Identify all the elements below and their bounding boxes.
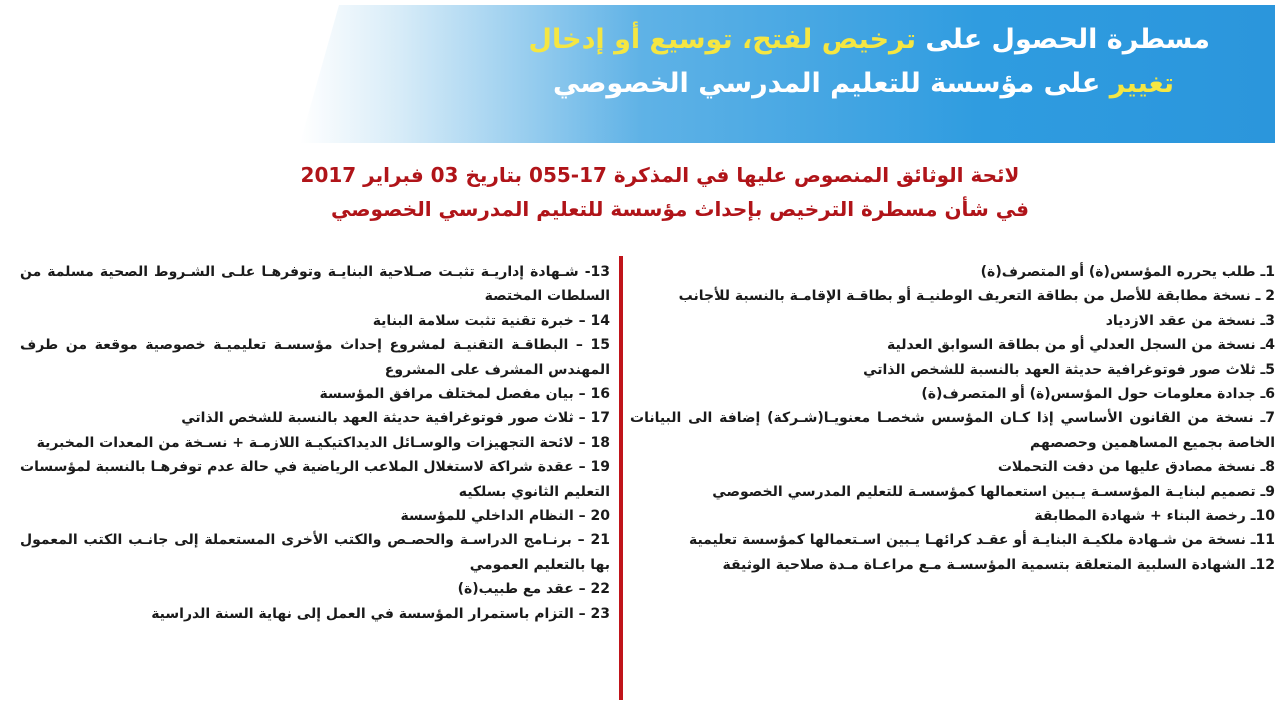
list-item: 1ـ طلب يحرره المؤسس(ة) أو المتصرف(ة)	[980, 264, 1275, 280]
documents-list-left	[20, 260, 610, 626]
list-item: 2 ـ نسخة مطابقة للأصل من بطاقة التعريف الوطنيـة أو بطاقـة الإقامـة بالنسبة للأجانب	[678, 288, 1275, 305]
banner-title-highlight: ترخيص لفتح، توسيع أو إدخال	[528, 24, 916, 55]
list-item: 3ـ نسخة من عقد الازدياد	[1105, 312, 1275, 329]
list-item: 23 – التزام باستمرار المؤسسة في العمل إلى نهاية السنة الدراسية	[151, 605, 610, 622]
list-item: 22 – عقد مع طبيب(ة)	[457, 581, 610, 598]
list-item: 21 – برنـامج الدراسـة والحصـص والكتب الأخرى المستعملة إلى جانـب الكتب المعمول بها بالتعليم العمومي	[20, 532, 610, 573]
list-item: 14 – خبرة تقنية تثبت سلامة البناية	[372, 312, 610, 329]
list-item: 5ـ ثلاث صور فوتوغرافية حديثة العهد بالنسبة للشخص الذاتي	[863, 361, 1275, 378]
list-item: 7ـ نسخة من القانون الأساسي إذا كـان المؤسس شخصـا معنويـا(شـركة) إضافة الى البيانات الخاصة بجميع المساهمين وحصصهم	[630, 410, 1275, 451]
list-item: 19 – عقدة شراكة لاستغلال الملاعب الرياضية في حالة عدم توفرهـا بالنسبة لمؤسسات التعليم الثانوي بسلكيه	[20, 459, 610, 500]
list-item: 12ـ الشهادة السلبية المتعلقة بتسمية المؤسسـة مـع مراعـاة مـدة صلاحية الوثيقة	[722, 556, 1275, 573]
list-item: 17 – ثلاث صور فوتوغرافية حديثة العهد بالنسبة للشخص الذاتي	[181, 410, 610, 427]
list-item: 6ـ جدادة معلومات حول المؤسس(ة) أو المتصرف(ة)	[921, 386, 1275, 403]
list-item: 16 – بيان مفصل لمختلف مرافق المؤسسة	[319, 386, 610, 403]
banner-title-highlight-2: تغيير	[1109, 68, 1174, 99]
list-item: 18 – لائحة التجهيزات والوسـائل الديداكتيكيـة اللازمـة + نسـخة من المعدات المخبرية	[36, 434, 610, 451]
list-item: 13- شـهادة إداريـة تثبـت صـلاحية البنايـة وتوفرهـا علـى الشـروط الصحية مسلمة من السلطات المختصة	[20, 264, 610, 305]
banner-title	[510, 18, 1210, 106]
list-item: 4ـ نسخة من السجل العدلي أو من بطاقة السوابق العدلية	[887, 337, 1275, 354]
list-item: 15 – البطاقـة التقنيـة لمشروع إحداث مؤسسـة تعليميـة خصوصية موقعة من طرف المهندس المشرف على المشروع	[20, 337, 610, 378]
list-item: 8ـ نسخة مصادق عليها من دفت التحملات	[997, 459, 1275, 476]
banner-title-suffix: على مؤسسة للتعليم المدرسي الخصوصي	[553, 68, 1110, 99]
subtitle-line-2: في شأن مسطرة الترخيص بإحداث مؤسسة للتعليم المدرسي الخصوصي	[330, 197, 1030, 221]
documents-list-right	[630, 260, 1275, 577]
document-subtitle	[0, 158, 1280, 226]
list-item: 11ـ نسخة من شـهادة ملكيـة البنايـة أو عقـد كرائهـا يـبين اسـتعمالها كمؤسسة تعليمية	[688, 532, 1275, 549]
list-item: 9ـ تصميم لبنايـة المؤسسـة يـبين استعمالها كمؤسسـة للتعليم المدرسي الخصوصي	[712, 483, 1275, 500]
banner-title-line-2	[510, 62, 1210, 106]
subtitle-line-1: لائحة الوثائق المنصوص عليها في المذكرة 17-055 بتاريخ 03 فبراير 2017	[300, 163, 1020, 187]
list-item: 10ـ رخصة البناء + شهادة المطابقة	[1034, 508, 1275, 525]
banner-title-prefix: مسطرة الحصول على	[915, 24, 1210, 55]
banner-title-line-1	[510, 18, 1210, 62]
list-item: 20 – النظام الداخلي للمؤسسة	[400, 508, 610, 525]
column-divider	[619, 256, 623, 700]
